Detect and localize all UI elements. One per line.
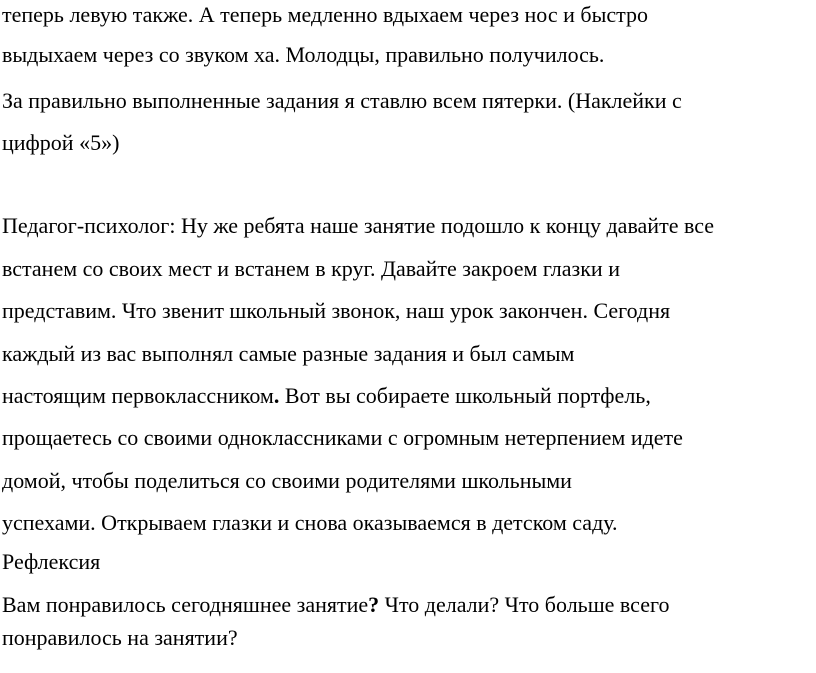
paragraph-line: теперь левую также. А теперь медленно вдыхаем через нос и быстро [2, 2, 649, 27]
bold-question-mark: ? [368, 592, 380, 617]
line-text: Вам понравилось сегодняшнее занятие [2, 592, 369, 617]
paragraph-line: выдыхаем через со звуком ха. Молодцы, правильно получилось. [2, 42, 605, 67]
line-text: настоящим первоклассником [2, 383, 274, 408]
paragraph-line: встанем со своих мест и встанем в круг. Давайте закроем глазки и [2, 256, 620, 281]
paragraph-line: представим. Что звенит школьный звонок, наш урок закончен. Сегодня [2, 298, 671, 323]
paragraph-line: успехами. Открываем глазки и снова оказываемся в детском саду. [2, 510, 618, 535]
paragraph-line: каждый из вас выполнял самые разные задания и был самым [2, 341, 575, 366]
line-text: Что делали? Что больше всего [379, 592, 670, 617]
section-heading: Рефлексия [2, 549, 101, 574]
paragraph-line [2, 590, 669, 620]
paragraph-line: За правильно выполненные задания я ставлю всем пятерки. (Наклейки с [2, 88, 682, 113]
paragraph-line: прощаетесь со своими одноклассниками с огромным нетерпением идете [2, 425, 683, 450]
bold-period: . [273, 383, 280, 408]
paragraph-line: Педагог-психолог: Ну же ребята наше занятие подошло к концу давайте все [2, 213, 715, 238]
paragraph-line: цифрой «5») [2, 130, 120, 155]
paragraph-line [2, 381, 651, 411]
paragraph-line: понравилось на занятии? [2, 625, 238, 650]
paragraph-line: домой, чтобы поделиться со своими родителями школьными [2, 468, 572, 493]
line-text: Вот вы собираете школьный портфель, [279, 383, 651, 408]
